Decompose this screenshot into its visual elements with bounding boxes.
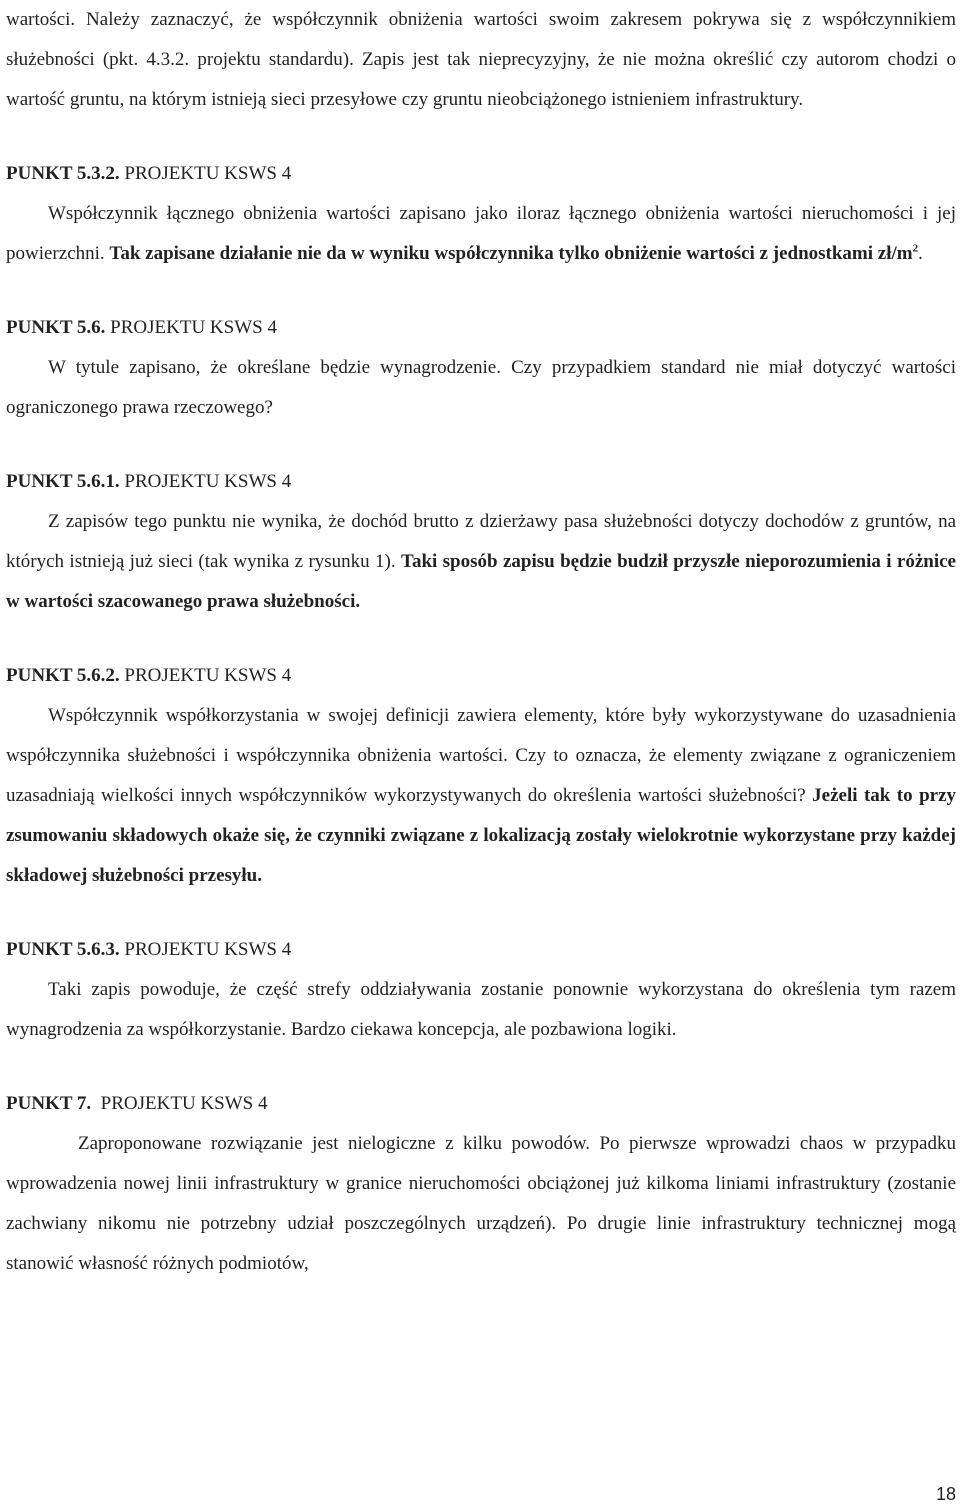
section-paragraph	[6, 502, 956, 622]
section-number: PUNKT 7.	[6, 1093, 92, 1114]
section-paragraph	[6, 1124, 956, 1284]
paragraph-text: Współczynnik łącznego obniżenia wartości zapisano jako iloraz łącznego obniżenia wartości nieruchomości i jej powierzchni.	[6, 203, 956, 264]
section-heading	[6, 930, 956, 970]
document-page	[6, 0, 956, 1284]
section-heading	[6, 462, 956, 502]
paragraph-text: W tytule zapisano, że określane będzie wynagrodzenie. Czy przypadkiem standard nie miał dotyczyć wartości ograniczonego prawa rzeczowego?	[6, 357, 956, 418]
section-reference: PROJEKTU KSWS 4	[91, 1093, 268, 1114]
paragraph-text: Taki zapis powoduje, że część strefy oddziaływania zostanie ponownie wykorzystana do określenia tym razem wynagrodzenia za współkorzystanie. Bardzo ciekawa koncepcja, ale pozbawiona logiki.	[6, 979, 956, 1040]
page-number: 18	[935, 1484, 956, 1504]
superscript: 2	[912, 242, 919, 255]
section-number: PUNKT 5.3.2.	[6, 163, 120, 184]
section-heading	[6, 308, 956, 348]
paragraph-emphasis-text: Tak zapisane działanie nie da w wyniku współczynnika tylko obniżenie wartości z jednostkami zł/m	[109, 243, 913, 264]
section-reference: PROJEKTU KSWS 4	[105, 317, 277, 338]
section-number: PUNKT 5.6.1.	[6, 471, 120, 492]
paragraph-emphasis: Taki sposób zapisu będzie budził przyszłe nieporozumienia i różnice w wartości szacowanego prawa służebności.	[6, 551, 956, 612]
section-paragraph	[6, 696, 956, 896]
section-reference: PROJEKTU KSWS 4	[119, 471, 292, 492]
section-number: PUNKT 5.6.2.	[6, 665, 120, 686]
paragraph-text: Zaproponowane rozwiązanie jest nielogiczne z kilku powodów. Po pierwsze wprowadzi chaos w przypadku wprowadzenia nowej linii infrastruktury w granice nieruchomości obciążonej już kilkoma liniami infrastruktury (zostanie zachwiany nikomu nie potrzebny udział poszczególnych urządzeń). Po drugie linie infrastruktury technicznej mogą stanowić własność różnych podmiotów,	[6, 1133, 956, 1274]
paragraph-end: .	[918, 243, 923, 264]
section-paragraph	[6, 970, 956, 1050]
section-paragraph	[6, 348, 956, 428]
paragraph-emphasis: Jeżeli tak to przy zsumowaniu składowych okaże się, że czynniki związane z lokalizacją zostały wielokrotnie wykorzystane przy każdej składowej służebności przesyłu.	[6, 785, 956, 886]
paragraph-emphasis	[109, 243, 918, 264]
section-reference: PROJEKTU KSWS 4	[119, 163, 292, 184]
paragraph-text: Współczynnik współkorzystania w swojej definicji zawiera elementy, które były wykorzystywane do uzasadnienia współczynnika służebności i współczynnika obniżenia wartości. Czy to oznacza, że elementy związane z ograniczeniem uzasadniają wielkości innych współczynników wykorzystywanych do określenia wartości służebności?	[6, 705, 956, 806]
section-heading	[6, 1084, 956, 1124]
paragraph-text: Z zapisów tego punktu nie wynika, że dochód brutto z dzierżawy pasa służebności dotyczy dochodów z gruntów, na których istnieją już sieci (tak wynika z rysunku 1).	[6, 511, 956, 572]
section-number: PUNKT 5.6.	[6, 317, 106, 338]
section-paragraph	[6, 194, 956, 274]
section-heading	[6, 656, 956, 696]
section-reference: PROJEKTU KSWS 4	[119, 939, 292, 960]
section-reference: PROJEKTU KSWS 4	[119, 665, 292, 686]
intro-paragraph: wartości. Należy zaznaczyć, że współczynnik obniżenia wartości swoim zakresem pokrywa się z współczynnikiem służebności (pkt. 4.3.2. projektu standardu). Zapis jest tak nieprecyzyjny, że nie można określić czy autorom chodzi o wartość gruntu, na którym istnieją sieci przesyłowe czy gruntu nieobciążonego istnieniem infrastruktury.	[6, 9, 956, 110]
section-heading	[6, 154, 956, 194]
section-number: PUNKT 5.6.3.	[6, 939, 120, 960]
